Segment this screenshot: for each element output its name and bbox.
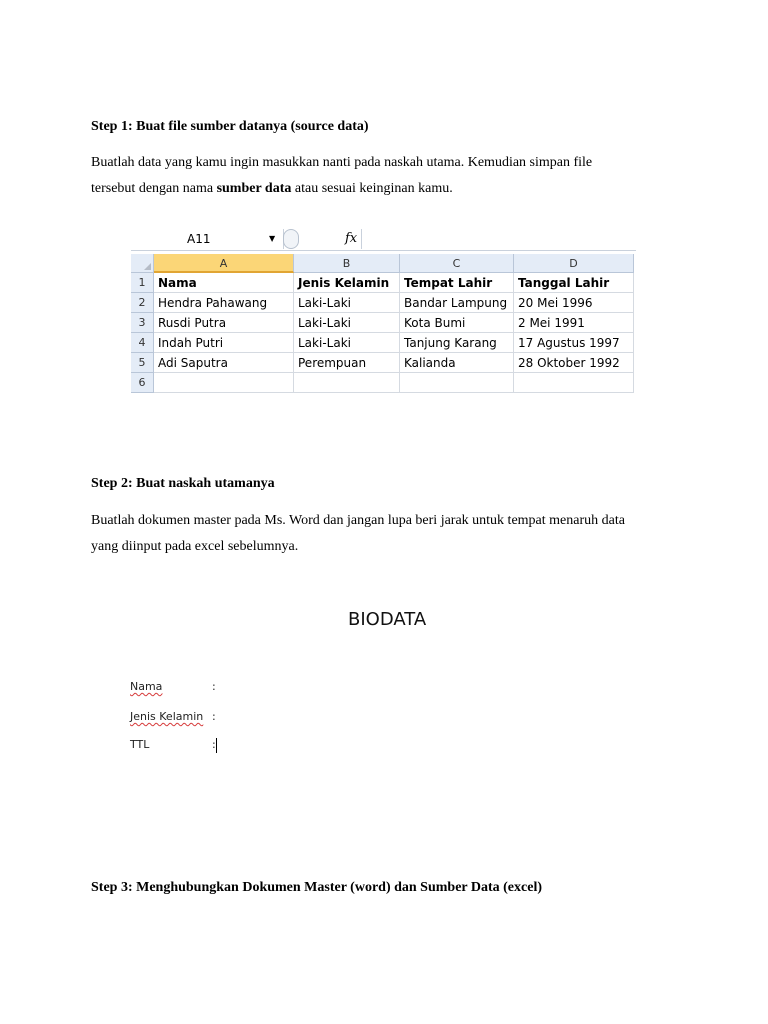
table-cell: 2 Mei 1991	[514, 313, 634, 333]
step2-paragraph	[91, 508, 691, 560]
chevron-down-icon: ▼	[269, 234, 276, 243]
column-header-c: C	[400, 254, 514, 273]
biodata-colon-nama: :	[212, 680, 216, 693]
fx-icon: fx	[317, 229, 362, 249]
biodata-title: BIODATA	[348, 609, 427, 630]
excel-screenshot	[131, 228, 636, 395]
table-cell: Tempat Lahir	[400, 273, 514, 293]
step2-heading: Step 2: Buat naskah utamanya	[91, 476, 275, 491]
table-cell: Laki-Laki	[294, 313, 400, 333]
table-cell	[514, 373, 634, 393]
table-cell: Tanjung Karang	[400, 333, 514, 353]
table-cell: Tanggal Lahir	[514, 273, 634, 293]
table-cell	[400, 373, 514, 393]
table-cell: Laki-Laki	[294, 333, 400, 353]
row-header: 4	[131, 333, 154, 353]
step1-heading: Step 1: Buat file sumber datanya (source data)	[91, 119, 369, 134]
column-header-a: A	[154, 254, 294, 273]
step2-line2: yang diinput pada excel sebelumnya.	[91, 539, 299, 554]
row-header: 6	[131, 373, 154, 393]
table-cell: Nama	[154, 273, 294, 293]
table-cell: 20 Mei 1996	[514, 293, 634, 313]
table-cell: Hendra Pahawang	[154, 293, 294, 313]
biodata-colon-jenis-kelamin: :	[212, 710, 216, 723]
step1-line2-pre: tersebut dengan nama	[91, 181, 217, 196]
table-cell	[154, 373, 294, 393]
step1-line2-post: atau sesuai keinginan kamu.	[291, 181, 453, 196]
select-all-corner	[131, 254, 154, 273]
formula-expand-icon	[283, 229, 299, 249]
biodata-label-nama: Nama	[130, 680, 163, 693]
row-header: 2	[131, 293, 154, 313]
table-cell: Kalianda	[400, 353, 514, 373]
table-cell: Adi Saputra	[154, 353, 294, 373]
step3-heading: Step 3: Menghubungkan Dokumen Master (word) dan Sumber Data (excel)	[91, 880, 543, 895]
step2-line1: Buatlah dokumen master pada Ms. Word dan jangan lupa beri jarak untuk tempat menaruh data	[91, 513, 625, 528]
table-cell: Perempuan	[294, 353, 400, 373]
table-cell: Laki-Laki	[294, 293, 400, 313]
table-cell: Indah Putri	[154, 333, 294, 353]
row-header: 5	[131, 353, 154, 373]
text-cursor	[216, 738, 217, 753]
step1-line1: Buatlah data yang kamu ingin masukkan nanti pada naskah utama. Kemudian simpan file	[91, 155, 593, 170]
name-box-value: A11	[187, 232, 211, 246]
table-cell: Kota Bumi	[400, 313, 514, 333]
row-header: 3	[131, 313, 154, 333]
table-cell	[294, 373, 400, 393]
biodata-label-jenis-kelamin: Jenis Kelamin	[130, 710, 204, 723]
row-header: 1	[131, 273, 154, 293]
formula-bar	[131, 228, 636, 251]
table-cell: Bandar Lampung	[400, 293, 514, 313]
step1-line2-bold: sumber data	[216, 181, 292, 196]
name-box	[131, 229, 284, 249]
column-header-b: B	[294, 254, 400, 273]
biodata-colon-ttl: :	[212, 738, 216, 751]
table-cell: 17 Agustus 1997	[514, 333, 634, 353]
table-cell: Jenis Kelamin	[294, 273, 400, 293]
column-header-d: D	[514, 254, 634, 273]
table-cell: 28 Oktober 1992	[514, 353, 634, 373]
table-cell: Rusdi Putra	[154, 313, 294, 333]
step1-paragraph	[91, 150, 691, 202]
biodata-label-ttl: TTL	[130, 738, 150, 751]
